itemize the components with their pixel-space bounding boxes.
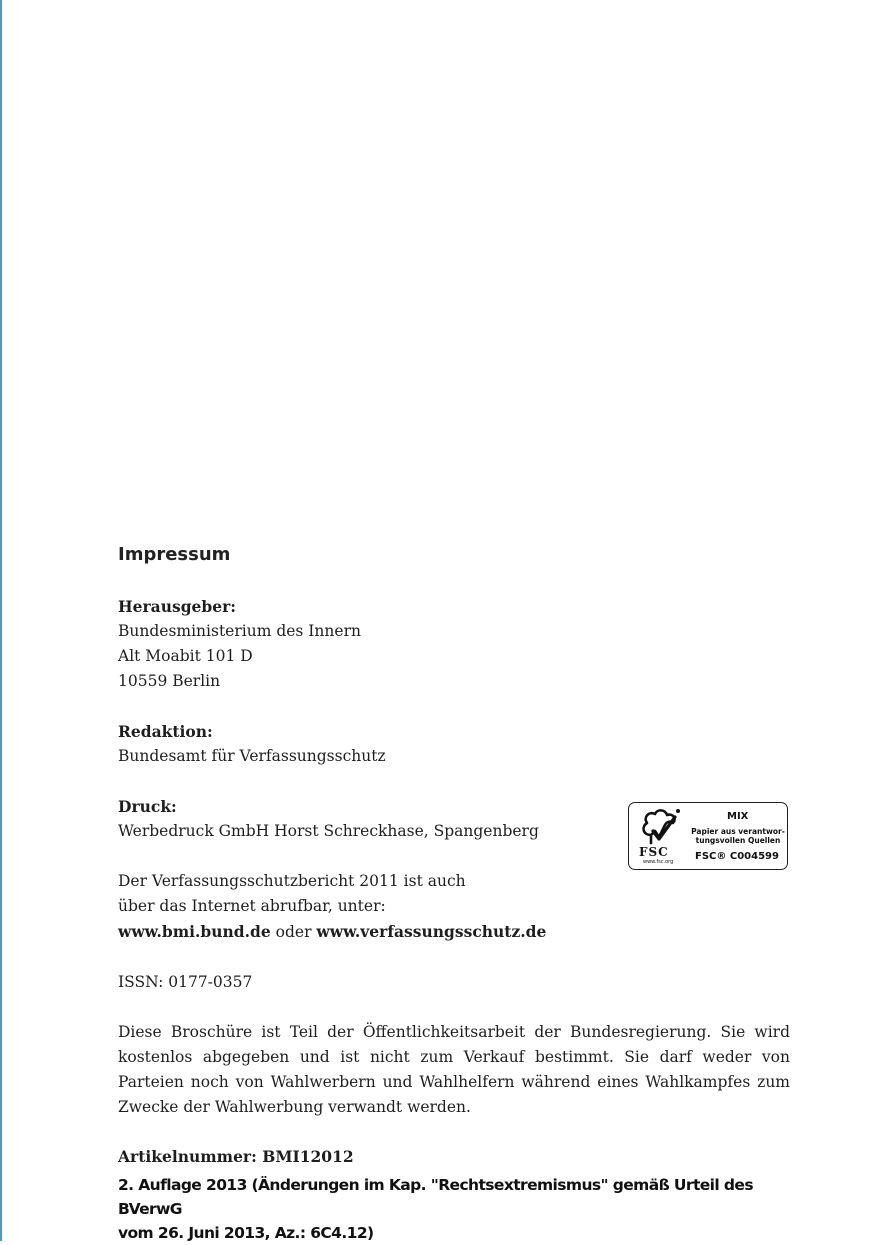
- fsc-url: www.fsc.org: [643, 859, 674, 865]
- publisher-line: 10559 Berlin: [118, 672, 221, 690]
- fsc-description-line: Papier aus verantwor-: [691, 827, 785, 836]
- editorial-block: [118, 719, 790, 769]
- internet-links: [118, 919, 790, 945]
- impressum-title: Impressum: [118, 544, 231, 565]
- publisher-block: [118, 594, 790, 694]
- edition-line: vom 26. Juni 2013, Az.: 6C4.12): [118, 1224, 374, 1242]
- fsc-wordmark: FSC: [639, 845, 669, 859]
- internet-block: [118, 869, 790, 945]
- edition-note: [118, 1173, 790, 1245]
- internet-line: Der Verfassungsschutzbericht 2011 ist auch: [118, 872, 466, 890]
- editorial-label: Redaktion:: [118, 722, 213, 741]
- fsc-license-code: FSC® C004599: [695, 851, 779, 862]
- edition-line: 2. Auflage 2013 (Änderungen im Kap. "Rechtsextremismus" gemäß Urteil des BVerwG: [118, 1176, 753, 1218]
- fsc-label: [628, 802, 788, 870]
- print-label: Druck:: [118, 797, 177, 816]
- disclaimer-paragraph: Diese Broschüre ist Teil der Öffentlichkeitsarbeit der Bundesregierung. Sie wird kostenlos abgegeben und ist nicht zum Verkauf bestimmt. Sie darf weder von Parteien noch von Wahlwerbern und Wahlhelfern während eines Wahlkampfes zum Zwecke der Wahlwerbung verwandt werden.: [118, 1023, 790, 1116]
- print-line: Werbedruck GmbH Horst Schreckhase, Spangenberg: [118, 822, 539, 840]
- page-edge-rule: [0, 0, 2, 1241]
- link-connector: oder: [275, 923, 312, 941]
- fsc-tree-check-icon: [637, 807, 681, 847]
- fsc-description: [689, 827, 787, 845]
- fsc-mix: MIX: [727, 811, 749, 822]
- bmi-link[interactable]: www.bmi.bund.de: [118, 922, 271, 941]
- fsc-description-line: tungsvollen Quellen: [695, 836, 781, 845]
- publisher-line: Bundesministerium des Innern: [118, 622, 361, 640]
- article-number: Artikelnummer: BMI12012: [118, 1147, 354, 1166]
- impressum-section: [118, 543, 790, 1245]
- internet-line: über das Internet abrufbar, unter:: [118, 897, 386, 915]
- publisher-line: Alt Moabit 101 D: [118, 647, 253, 665]
- editorial-line: Bundesamt für Verfassungsschutz: [118, 747, 386, 765]
- issn: ISSN: 0177-0357: [118, 973, 253, 991]
- verfassungsschutz-link[interactable]: www.verfassungsschutz.de: [316, 922, 547, 941]
- publisher-label: Herausgeber:: [118, 597, 236, 616]
